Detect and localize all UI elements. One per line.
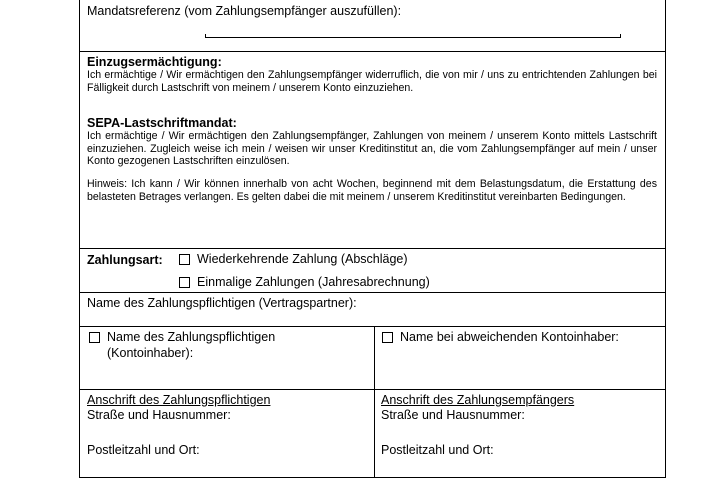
different-holder-label: Name bei abweichenden Kontoinhaber: bbox=[400, 330, 619, 344]
divider bbox=[80, 248, 665, 249]
payment-type-label: Zahlungsart: bbox=[87, 253, 163, 267]
mandate-reference-field[interactable] bbox=[205, 34, 621, 38]
direct-debit-text: Ich ermächtige / Wir ermächtigen den Zahlungsempfänger widerruflich, die von mir / uns zu entrichtenden Zahlungen bei Fälligkeit durch Lastschrift von meinem / unserem Konto einzuziehen. bbox=[87, 69, 657, 94]
sepa-note: Hinweis: Ich kann / Wir können innerhalb von acht Wochen, beginnend mit dem Belastungsdatum, die Erstattung des belasteten Betrages verlangen. Es gelten dabei die mit meinem / unserem Kreditinstitut vereinbarten Bedingungen. bbox=[87, 178, 657, 203]
sepa-heading: SEPA-Lastschriftmandat: bbox=[87, 116, 237, 130]
one-time-payment-checkbox[interactable] bbox=[179, 277, 190, 288]
payee-street-label: Straße und Hausnummer: bbox=[381, 408, 525, 422]
payer-address-heading: Anschrift des Zahlungspflichtigen bbox=[87, 393, 271, 407]
mandate-reference-label: Mandatsreferenz (vom Zahlungsempfänger auszufüllen): bbox=[87, 4, 402, 18]
direct-debit-heading: Einzugsermächtigung: bbox=[87, 55, 222, 69]
recurring-payment-label: Wiederkehrende Zahlung (Abschläge) bbox=[197, 252, 408, 266]
sepa-mandate-form bbox=[79, 0, 666, 478]
payer-city-label: Postleitzahl und Ort: bbox=[87, 443, 200, 457]
divider bbox=[80, 292, 665, 293]
one-time-payment-label: Einmalige Zahlungen (Jahresabrechnung) bbox=[197, 275, 430, 289]
payer-name-label: Name des Zahlungspflichtigen (Vertragspartner): bbox=[87, 296, 357, 310]
payee-address-heading: Anschrift des Zahlungsempfängers bbox=[381, 393, 575, 407]
account-holder-label-line1: Name des Zahlungspflichtigen bbox=[107, 330, 276, 344]
payee-city-label: Postleitzahl und Ort: bbox=[381, 443, 494, 457]
account-holder-checkbox[interactable] bbox=[89, 332, 100, 343]
payer-street-label: Straße und Hausnummer: bbox=[87, 408, 231, 422]
different-holder-checkbox[interactable] bbox=[382, 332, 393, 343]
account-holder-label-line2: (Kontoinhaber): bbox=[107, 346, 194, 360]
divider bbox=[80, 51, 665, 52]
divider bbox=[80, 389, 665, 390]
column-divider bbox=[374, 326, 375, 478]
divider bbox=[80, 326, 665, 327]
recurring-payment-checkbox[interactable] bbox=[179, 254, 190, 265]
sepa-text: Ich ermächtige / Wir ermächtigen den Zahlungsempfänger, Zahlungen von meinem / unserem Konto mittels Lastschrift einzuziehen. Zugleich weise ich mein / weisen wir unser Kreditinstitut an, die vom Zahlungsempfänger auf mein / unser Konto gezogenen Lastschriften einzulösen. bbox=[87, 130, 657, 168]
